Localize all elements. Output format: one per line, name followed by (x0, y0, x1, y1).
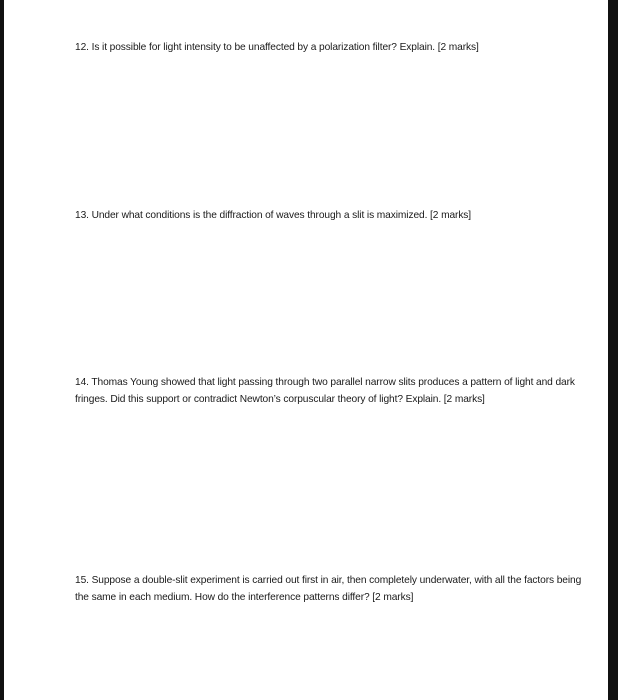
question-14: 14. Thomas Young showed that light passing through two parallel narrow slits produces a pattern of light and dark fringes. Did this support or contradict Newton’s corpuscular theory of light? Explain. [2 marks] (75, 377, 575, 405)
document-page (4, 0, 608, 700)
question-12: 12. Is it possible for light intensity to be unaffected by a polarization filter? Explain. [2 marks] (75, 42, 479, 53)
question-13: 13. Under what conditions is the diffraction of waves through a slit is maximized. [2 marks] (75, 210, 472, 221)
question-15: 15. Suppose a double-slit experiment is carried out first in air, then completely underwater, with all the factors being the same in each medium. How do the interference patterns differ? [2 marks] (75, 575, 582, 603)
right-border (608, 0, 618, 700)
